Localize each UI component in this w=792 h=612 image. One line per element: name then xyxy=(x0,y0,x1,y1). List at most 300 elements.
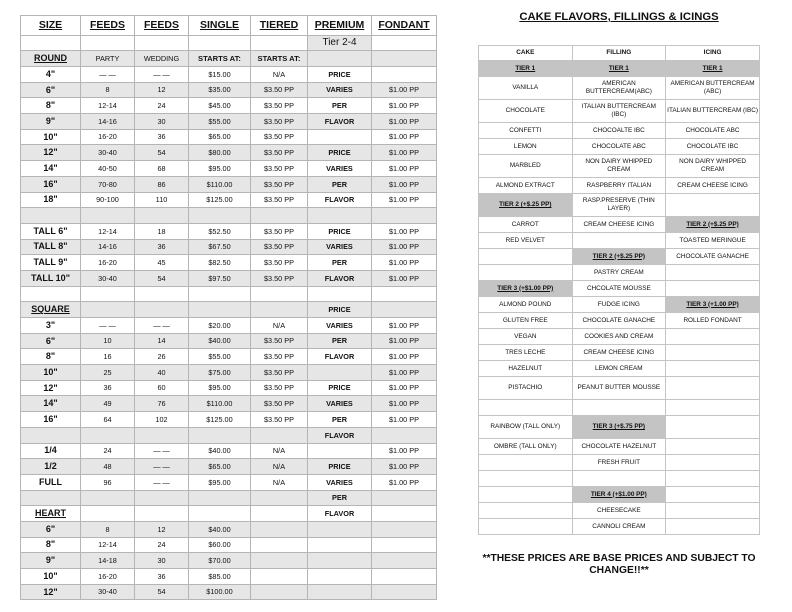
size-row xyxy=(21,192,437,208)
table-cell: $3.50 PP xyxy=(251,396,308,412)
flavor-row xyxy=(479,377,760,400)
table-cell: $3.50 PP xyxy=(251,380,308,396)
filling-flavor-cell: CHOCOLATE HAZELNUT xyxy=(572,439,666,455)
table-cell: $1.00 PP xyxy=(372,161,437,177)
table-cell: $1.00 PP xyxy=(372,318,437,334)
size-row xyxy=(21,318,437,334)
table-cell: $20.00 xyxy=(189,318,251,334)
table-cell: $55.00 xyxy=(189,349,251,365)
table-cell xyxy=(308,537,372,553)
icing-flavor-cell xyxy=(666,377,760,400)
empty-cell xyxy=(81,286,135,302)
table-cell: 26 xyxy=(135,349,189,365)
table-cell: 110 xyxy=(135,192,189,208)
table-cell: FLAVOR xyxy=(308,192,372,208)
spacer-row xyxy=(21,208,437,224)
table-cell: $1.00 PP xyxy=(372,380,437,396)
table-cell: PER xyxy=(308,98,372,114)
size-row xyxy=(21,380,437,396)
table-cell: 36 xyxy=(81,380,135,396)
spacer-row xyxy=(21,427,437,443)
flavors-title: CAKE FLAVORS, FILLINGS & ICINGS xyxy=(519,11,719,23)
cake-flavor-cell xyxy=(479,249,573,265)
icing-flavor-cell: CHOCOLATE IBC xyxy=(666,139,760,155)
empty-cell xyxy=(308,51,372,67)
flavor-row xyxy=(479,281,760,297)
empty-cell xyxy=(189,506,251,522)
table-cell: 64 xyxy=(81,412,135,428)
table-cell: $15.00 xyxy=(189,67,251,83)
table-cell: $110.00 xyxy=(189,396,251,412)
cake-tier-label: TIER 1 xyxy=(479,61,573,77)
cake-flavor-cell: CONFETTI xyxy=(479,123,573,139)
icing-flavor-cell xyxy=(666,503,760,519)
empty-cell xyxy=(372,286,437,302)
table-cell: 1/4 xyxy=(21,443,81,459)
table-cell: VARIES xyxy=(308,396,372,412)
empty-cell xyxy=(21,427,81,443)
table-cell: — — xyxy=(135,67,189,83)
icing-flavor-cell xyxy=(666,400,760,416)
table-cell xyxy=(372,569,437,585)
cake-flavor-cell: PISTACHIO xyxy=(479,377,573,400)
empty-cell xyxy=(251,490,308,506)
filling-flavor-cell: CHCOLATE MOUSSE xyxy=(572,281,666,297)
icing-flavor-cell: NON DAIRY WHIPPED CREAM xyxy=(666,155,760,178)
table-cell: 1/2 xyxy=(21,459,81,475)
flavor-header-icing: ICING xyxy=(666,46,760,61)
table-cell: 6" xyxy=(21,82,81,98)
empty-cell xyxy=(81,36,135,51)
table-cell: N/A xyxy=(251,474,308,490)
filling-flavor-cell: FUDGE ICING xyxy=(572,297,666,313)
table-cell: 18 xyxy=(135,223,189,239)
table-cell: $3.50 PP xyxy=(251,239,308,255)
table-cell: N/A xyxy=(251,67,308,83)
table-cell xyxy=(308,443,372,459)
filling-tier-label: TIER 4 (+$1.00 PP) xyxy=(572,487,666,503)
empty-cell xyxy=(251,208,308,224)
table-cell xyxy=(372,553,437,569)
icing-flavor-cell: TOASTED MERINGUE xyxy=(666,233,760,249)
table-cell: $1.00 PP xyxy=(372,255,437,271)
table-cell: $95.00 xyxy=(189,380,251,396)
empty-cell xyxy=(81,490,135,506)
icing-flavor-cell xyxy=(666,265,760,281)
section-label-round: ROUND xyxy=(21,51,81,67)
empty-cell xyxy=(81,302,135,318)
filling-flavor-cell: CHOCOALTE IBC xyxy=(572,123,666,139)
table-cell: $1.00 PP xyxy=(372,365,437,381)
cake-flavor-cell: RED VELVET xyxy=(479,233,573,249)
table-cell: $35.00 xyxy=(189,82,251,98)
table-cell: $1.00 PP xyxy=(372,176,437,192)
table-cell: PRICE xyxy=(308,67,372,83)
empty-cell xyxy=(135,302,189,318)
cake-flavor-cell: MARBLED xyxy=(479,155,573,178)
icing-flavor-cell: ITALIAN BUTTERCREAM (IBC) xyxy=(666,100,760,123)
empty-cell xyxy=(251,36,308,51)
empty-cell xyxy=(308,208,372,224)
size-row xyxy=(21,114,437,130)
table-cell: 9" xyxy=(21,114,81,130)
cake-flavor-cell: VEGAN xyxy=(479,329,573,345)
table-cell: $1.00 PP xyxy=(372,192,437,208)
empty-cell xyxy=(81,506,135,522)
table-cell: 16" xyxy=(21,176,81,192)
table-cell: FLAVOR xyxy=(308,349,372,365)
table-cell: 48 xyxy=(81,459,135,475)
empty-cell xyxy=(372,490,437,506)
table-cell: TALL 10" xyxy=(21,270,81,286)
empty-cell xyxy=(372,506,437,522)
flavor-row xyxy=(479,61,760,77)
table-cell: PRICE xyxy=(308,223,372,239)
table-cell: PRICE xyxy=(308,380,372,396)
table-cell: $55.00 xyxy=(189,114,251,130)
cake-flavor-cell: VANILLA xyxy=(479,77,573,100)
col-header-size: SIZE xyxy=(21,16,81,36)
cake-flavor-cell xyxy=(479,487,573,503)
table-cell: $3.50 PP xyxy=(251,349,308,365)
empty-cell xyxy=(81,208,135,224)
table-cell xyxy=(308,365,372,381)
size-row xyxy=(21,223,437,239)
table-cell xyxy=(308,521,372,537)
cake-flavor-cell xyxy=(479,519,573,535)
filling-flavor-cell: CHOCOLATE ABC xyxy=(572,139,666,155)
icing-flavor-cell: ROLLED FONDANT xyxy=(666,313,760,329)
flavor-row xyxy=(479,249,760,265)
table-cell: $1.00 PP xyxy=(372,223,437,239)
table-cell: $100.00 xyxy=(189,584,251,600)
flavor-row xyxy=(479,265,760,281)
icing-flavor-cell xyxy=(666,194,760,217)
empty-cell xyxy=(372,36,437,51)
table-cell: $1.00 PP xyxy=(372,349,437,365)
table-cell: — — xyxy=(81,318,135,334)
table-cell: N/A xyxy=(251,443,308,459)
empty-cell xyxy=(135,427,189,443)
empty-cell xyxy=(251,302,308,318)
table-cell: $1.00 PP xyxy=(372,98,437,114)
icing-flavor-cell xyxy=(666,487,760,503)
size-row xyxy=(21,365,437,381)
size-row xyxy=(21,396,437,412)
flavor-row xyxy=(479,297,760,313)
empty-cell xyxy=(372,208,437,224)
flavor-row xyxy=(479,455,760,471)
flavor-row xyxy=(479,400,760,416)
table-cell: — — xyxy=(135,318,189,334)
premium-note: FLAVOR xyxy=(308,506,372,522)
table-cell: 8 xyxy=(81,82,135,98)
icing-flavor-cell xyxy=(666,519,760,535)
table-cell: 16-20 xyxy=(81,255,135,271)
table-cell: $1.00 PP xyxy=(372,443,437,459)
cake-flavor-cell: RAINBOW (TALL ONLY) xyxy=(479,416,573,439)
table-cell: $125.00 xyxy=(189,412,251,428)
filling-flavor-cell: RASPBERRY ITALIAN xyxy=(572,178,666,194)
table-cell: $82.50 xyxy=(189,255,251,271)
table-cell: 40-50 xyxy=(81,161,135,177)
size-row xyxy=(21,459,437,475)
square-section-row xyxy=(21,302,437,318)
spacer-row xyxy=(21,490,437,506)
table-cell: 14 xyxy=(135,333,189,349)
table-cell: 14-18 xyxy=(81,553,135,569)
table-cell: PER xyxy=(308,255,372,271)
table-cell: 30 xyxy=(135,114,189,130)
filling-flavor-cell: RASP.PRESERVE (THIN LAYER) xyxy=(572,194,666,217)
table-cell: 8 xyxy=(81,521,135,537)
table-cell: $3.50 PP xyxy=(251,114,308,130)
table-cell: 30-40 xyxy=(81,584,135,600)
table-cell: 24 xyxy=(135,537,189,553)
table-cell: 16-20 xyxy=(81,569,135,585)
price-table xyxy=(20,15,437,600)
cake-flavor-cell: ALMOND EXTRACT xyxy=(479,178,573,194)
table-cell: $3.50 PP xyxy=(251,270,308,286)
flavor-row xyxy=(479,77,760,100)
size-row xyxy=(21,239,437,255)
price-table-body xyxy=(21,36,437,600)
table-cell: $65.00 xyxy=(189,459,251,475)
table-cell: $85.00 xyxy=(189,569,251,585)
size-row xyxy=(21,82,437,98)
table-cell xyxy=(372,67,437,83)
table-cell: $3.50 PP xyxy=(251,176,308,192)
table-cell xyxy=(308,584,372,600)
table-cell: 54 xyxy=(135,270,189,286)
table-cell: $1.00 PP xyxy=(372,459,437,475)
table-cell: 18" xyxy=(21,192,81,208)
empty-cell xyxy=(189,302,251,318)
flavor-row xyxy=(479,503,760,519)
table-cell: 16 xyxy=(81,349,135,365)
table-cell: 76 xyxy=(135,396,189,412)
flavor-row xyxy=(479,233,760,249)
table-cell: $1.00 PP xyxy=(372,474,437,490)
empty-cell xyxy=(251,427,308,443)
cake-flavor-cell xyxy=(479,400,573,416)
subheader-wedding: WEDDING xyxy=(135,51,189,67)
table-cell: $40.00 xyxy=(189,333,251,349)
table-cell: $60.00 xyxy=(189,537,251,553)
col-header-feeds-wedding: FEEDS xyxy=(135,16,189,36)
section-label-heart: HEART xyxy=(21,506,81,522)
filling-flavor-cell: PASTRY CREAM xyxy=(572,265,666,281)
table-cell xyxy=(251,553,308,569)
section-label-square: SQUARE xyxy=(21,302,81,318)
col-header-single: SINGLE xyxy=(189,16,251,36)
table-cell: $3.50 PP xyxy=(251,145,308,161)
table-cell: $3.50 PP xyxy=(251,365,308,381)
table-cell: 54 xyxy=(135,584,189,600)
cake-flavor-cell xyxy=(479,455,573,471)
table-cell: PER xyxy=(308,412,372,428)
flavor-row xyxy=(479,313,760,329)
table-cell: 30-40 xyxy=(81,270,135,286)
col-header-feeds-party: FEEDS xyxy=(81,16,135,36)
flavor-row xyxy=(479,519,760,535)
table-cell: 14" xyxy=(21,161,81,177)
cake-flavor-cell: LEMON xyxy=(479,139,573,155)
table-cell: 70-80 xyxy=(81,176,135,192)
table-cell: 10" xyxy=(21,129,81,145)
empty-cell xyxy=(81,427,135,443)
table-cell: $95.00 xyxy=(189,161,251,177)
filling-flavor-cell: PEANUT BUTTER MOUSSE xyxy=(572,377,666,400)
empty-cell xyxy=(251,506,308,522)
table-cell xyxy=(372,521,437,537)
flavor-header-cake: CAKE xyxy=(479,46,573,61)
table-cell: 40 xyxy=(135,365,189,381)
size-row xyxy=(21,553,437,569)
table-cell: 10" xyxy=(21,569,81,585)
flavor-table xyxy=(478,45,760,535)
filling-flavor-cell: AMERICAN BUTTERCREAM(ABC) xyxy=(572,77,666,100)
table-cell: $65.00 xyxy=(189,129,251,145)
table-cell: 12-14 xyxy=(81,537,135,553)
table-cell: 12 xyxy=(135,82,189,98)
table-cell: 8" xyxy=(21,537,81,553)
icing-flavor-cell: CHOCOLATE ABC xyxy=(666,123,760,139)
empty-cell xyxy=(189,490,251,506)
table-cell xyxy=(308,569,372,585)
table-cell: 36 xyxy=(135,239,189,255)
table-cell xyxy=(251,521,308,537)
table-cell: $3.50 PP xyxy=(251,82,308,98)
round-section-row xyxy=(21,51,437,67)
filling-tier-label: TIER 1 xyxy=(572,61,666,77)
table-cell: $1.00 PP xyxy=(372,145,437,161)
table-cell: 45 xyxy=(135,255,189,271)
flavor-row xyxy=(479,329,760,345)
icing-flavor-cell xyxy=(666,281,760,297)
flavor-row xyxy=(479,416,760,439)
icing-tier-label: TIER 2 (+$.25 PP) xyxy=(666,217,760,233)
table-cell: 25 xyxy=(81,365,135,381)
empty-cell xyxy=(189,208,251,224)
table-cell: 102 xyxy=(135,412,189,428)
table-cell: $1.00 PP xyxy=(372,82,437,98)
table-cell: VARIES xyxy=(308,239,372,255)
table-cell: 14-16 xyxy=(81,239,135,255)
table-cell xyxy=(251,537,308,553)
empty-cell xyxy=(21,286,81,302)
size-row xyxy=(21,67,437,83)
table-cell: $1.00 PP xyxy=(372,333,437,349)
table-cell: $3.50 PP xyxy=(251,412,308,428)
cake-flavor-cell: OMBRE (TALL ONLY) xyxy=(479,439,573,455)
table-cell: $1.00 PP xyxy=(372,270,437,286)
table-cell: $1.00 PP xyxy=(372,114,437,130)
table-cell: $45.00 xyxy=(189,98,251,114)
table-cell: $40.00 xyxy=(189,521,251,537)
tier-header-row xyxy=(21,36,437,51)
table-cell: $1.00 PP xyxy=(372,396,437,412)
icing-flavor-cell xyxy=(666,345,760,361)
table-cell: $95.00 xyxy=(189,474,251,490)
table-cell: 49 xyxy=(81,396,135,412)
size-row xyxy=(21,349,437,365)
flavor-row xyxy=(479,194,760,217)
table-cell: — — xyxy=(135,443,189,459)
icing-flavor-cell: CHOCOLATE GANACHE xyxy=(666,249,760,265)
filling-flavor-cell xyxy=(572,233,666,249)
table-cell: 14-16 xyxy=(81,114,135,130)
table-cell: TALL 8" xyxy=(21,239,81,255)
table-cell: FLAVOR xyxy=(308,270,372,286)
table-cell: 96 xyxy=(81,474,135,490)
icing-flavor-cell xyxy=(666,329,760,345)
cake-flavor-cell: CARROT xyxy=(479,217,573,233)
col-header-fondant: FONDANT xyxy=(372,16,437,36)
subheader-party: PARTY xyxy=(81,51,135,67)
table-cell: $67.50 xyxy=(189,239,251,255)
table-cell: 10" xyxy=(21,365,81,381)
table-cell xyxy=(251,584,308,600)
table-cell: 36 xyxy=(135,569,189,585)
table-cell: $97.50 xyxy=(189,270,251,286)
filling-flavor-cell: NON DAIRY WHIPPED CREAM xyxy=(572,155,666,178)
size-row xyxy=(21,161,437,177)
table-cell xyxy=(372,584,437,600)
filling-flavor-cell: CREAM CHEESE ICING xyxy=(572,217,666,233)
table-cell: 9" xyxy=(21,553,81,569)
table-cell: 54 xyxy=(135,145,189,161)
table-cell: PRICE xyxy=(308,459,372,475)
filling-flavor-cell: LEMON CREAM xyxy=(572,361,666,377)
cake-tier-label: TIER 3 (+$1.00 PP) xyxy=(479,281,573,297)
table-cell: 12 xyxy=(135,521,189,537)
cake-flavor-cell: CHOCOLATE xyxy=(479,100,573,123)
cake-flavor-cell: HAZELNUT xyxy=(479,361,573,377)
table-cell: 24 xyxy=(81,443,135,459)
icing-flavor-cell xyxy=(666,361,760,377)
filling-flavor-cell xyxy=(572,471,666,487)
filling-flavor-cell: ITALIAN BUTTERCREAM (IBC) xyxy=(572,100,666,123)
cake-tier-label: TIER 2 (+$.25 PP) xyxy=(479,194,573,217)
table-cell: — — xyxy=(135,474,189,490)
table-cell: 6" xyxy=(21,521,81,537)
empty-cell xyxy=(135,208,189,224)
size-row xyxy=(21,255,437,271)
size-row xyxy=(21,569,437,585)
filling-flavor-cell: FRESH FRUIT xyxy=(572,455,666,471)
table-cell: $3.50 PP xyxy=(251,192,308,208)
table-cell: $1.00 PP xyxy=(372,129,437,145)
size-row xyxy=(21,333,437,349)
icing-tier-label: TIER 3 (+1.00 PP) xyxy=(666,297,760,313)
table-cell: 16-20 xyxy=(81,129,135,145)
table-cell: $1.00 PP xyxy=(372,412,437,428)
icing-flavor-cell xyxy=(666,416,760,439)
icing-tier-label: TIER 1 xyxy=(666,61,760,77)
size-row xyxy=(21,98,437,114)
table-cell: PER xyxy=(308,176,372,192)
empty-cell xyxy=(308,286,372,302)
size-row xyxy=(21,412,437,428)
table-cell: 86 xyxy=(135,176,189,192)
table-cell: VARIES xyxy=(308,474,372,490)
table-cell: 12" xyxy=(21,380,81,396)
filling-tier-label: TIER 3 (+$.75 PP) xyxy=(572,416,666,439)
table-cell: $3.50 PP xyxy=(251,98,308,114)
flavor-header-filling: FILLING xyxy=(572,46,666,61)
table-cell: 30-40 xyxy=(81,145,135,161)
